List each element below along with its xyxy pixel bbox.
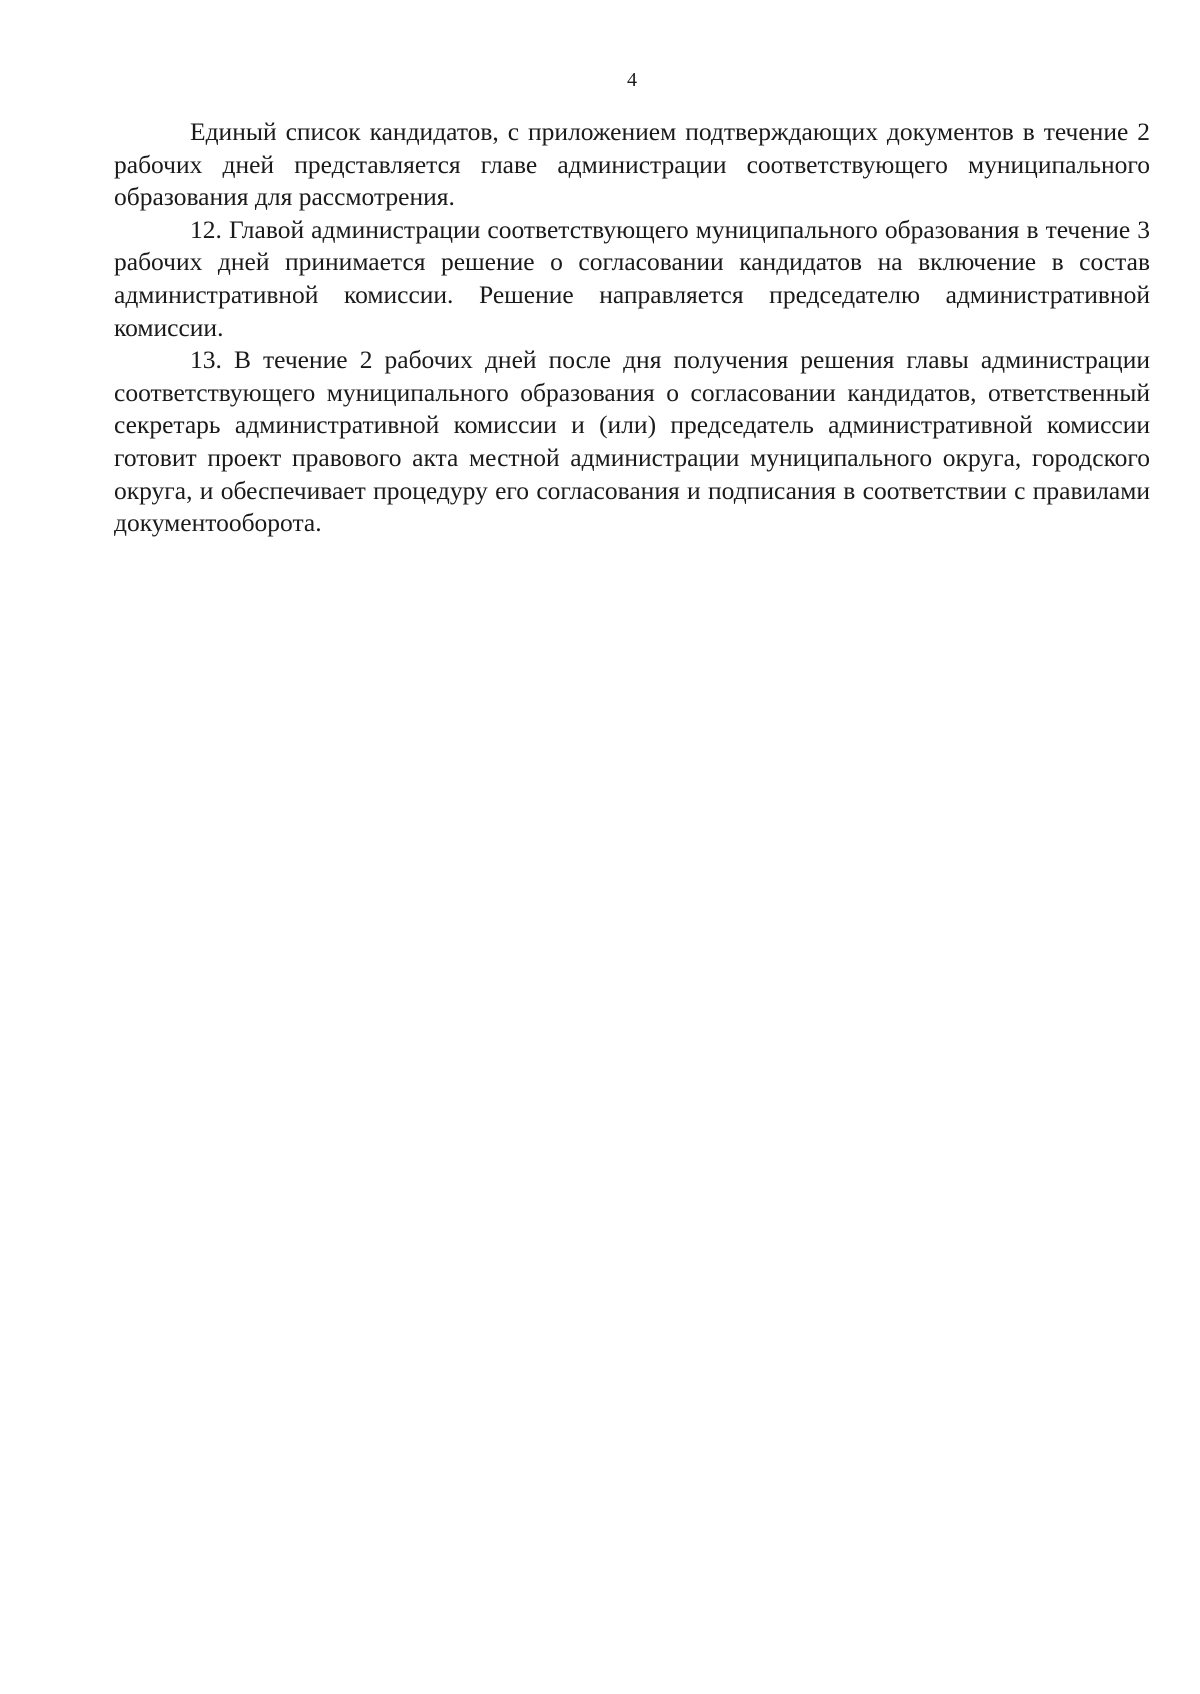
page-number: 4 [627, 69, 637, 91]
document-body [114, 116, 1150, 540]
paragraph-candidate-list: Единый список кандидатов, с приложением подтверждающих документов в течение 2 рабочих дней представляется главе администрации соответствующего муниципального образования для рассмотрения. [114, 117, 1150, 212]
paragraph-item-13: 13. В течение 2 рабочих дней после дня получения решения главы администрации соответствующего муниципального образования о согласовании кандидатов, ответственный секретарь административной комиссии и (или) председатель административной комиссии готовит проект правового акта местной администрации муниципального округа, городского округа, и обеспечивает процедуру его согласования и подписания в соответствии с правилами документооборота. [114, 345, 1150, 538]
paragraph-item-12: 12. Главой администрации соответствующего муниципального образования в течение 3 рабочих дней принимается решение о согласовании кандидатов на включение в состав административной комиссии. Решение направляется председателю административной комиссии. [114, 214, 1150, 342]
